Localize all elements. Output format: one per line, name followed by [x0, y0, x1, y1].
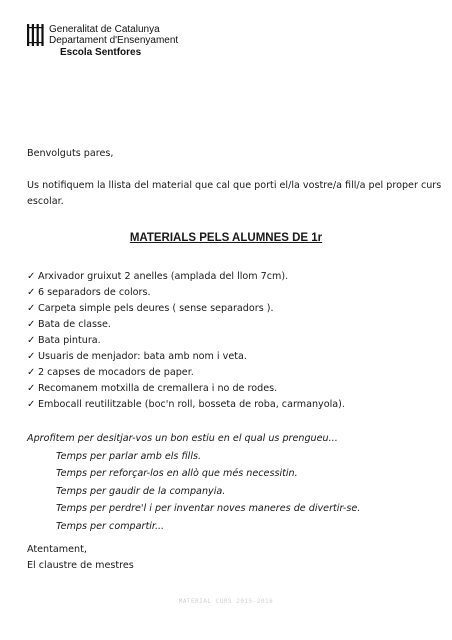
list-item	[27, 301, 345, 317]
list-item	[27, 381, 345, 397]
list-item	[27, 365, 345, 381]
footer-watermark: MATERIAL CURS 2015-2016	[178, 598, 274, 605]
material-text: Recomanem motxilla de cremallera i no de rodes.	[38, 383, 278, 394]
checkmark-icon: ✓	[27, 367, 36, 378]
closing-signature: El claustre de mestres	[27, 560, 134, 571]
checkmark-icon: ✓	[27, 287, 36, 298]
material-text: Carpeta simple pels deures ( sense separadors ).	[38, 303, 274, 314]
list-item	[27, 317, 345, 333]
checkmark-icon: ✓	[27, 399, 36, 410]
material-text: Usuaris de menjador: bata amb nom i veta.	[38, 351, 247, 362]
wish-line: Temps per perdre'l i per inventar noves maneres de divertir-se.	[56, 503, 361, 514]
checkmark-icon: ✓	[27, 351, 36, 362]
org-name-line1: Generalitat de Catalunya	[49, 24, 160, 35]
list-item	[27, 269, 345, 285]
school-name: Escola Sentfores	[60, 47, 142, 58]
material-text: 2 capses de mocadors de paper.	[38, 367, 194, 378]
checkmark-icon: ✓	[27, 271, 36, 282]
intro-line-1: Us notifiquem la llista del material que cal que porti el/la vostre/a fill/a pel proper curs	[27, 180, 442, 191]
intro-line-2: escolar.	[27, 196, 64, 207]
generalitat-logo-icon	[27, 24, 44, 46]
material-text: Arxivador gruixut 2 anelles (amplada del llom 7cm).	[38, 271, 289, 282]
wishes-intro: Aprofitem per desitjar-vos un bon estiu en el qual us prengueu...	[27, 433, 338, 444]
list-item	[27, 349, 345, 365]
checkmark-icon: ✓	[27, 383, 36, 394]
checkmark-icon: ✓	[27, 319, 36, 330]
list-item	[27, 333, 345, 349]
material-text: Embocall reutilitzable (boc'n roll, bosseta de roba, carmanyola).	[38, 399, 345, 410]
org-name-line2: Departament d'Ensenyament	[49, 35, 179, 46]
letterhead	[27, 24, 227, 70]
wish-line: Temps per compartir...	[56, 520, 165, 532]
greeting: Benvolguts pares,	[27, 148, 114, 159]
material-text: Bata de classe.	[38, 319, 111, 330]
list-item	[27, 397, 345, 413]
wish-line: Temps per reforçar-los en allò que més necessitin.	[56, 468, 298, 479]
wish-line: Temps per gaudir de la companyia.	[56, 485, 226, 497]
list-item	[27, 285, 345, 301]
wish-line: Temps per parlar amb els fills.	[56, 450, 202, 462]
closing-salutation: Atentament,	[27, 544, 87, 555]
material-text: Bata pintura.	[38, 335, 101, 346]
checkmark-icon: ✓	[27, 303, 36, 314]
material-text: 6 separadors de colors.	[38, 287, 151, 298]
materials-title: MATERIALS PELS ALUMNES DE 1r	[129, 232, 323, 244]
materials-list	[27, 269, 345, 413]
wishes-block	[27, 430, 360, 535]
checkmark-icon: ✓	[27, 335, 36, 346]
